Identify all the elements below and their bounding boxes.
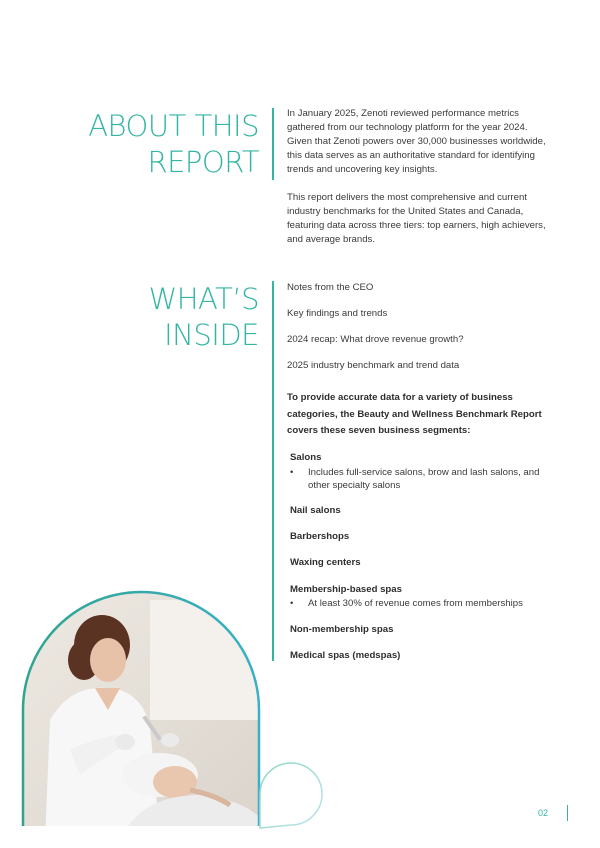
segment-salons-bullet xyxy=(290,466,552,492)
whats-inside-heading xyxy=(149,281,259,353)
bullet-dot: • xyxy=(290,467,294,478)
segment-membership-spas: Membership-based spas xyxy=(290,584,402,595)
about-paragraph-1: In January 2025, Zenoti reviewed performance metrics gathered from our technology platform for the year 2024. Given that Zenoti powers over 30,000 businesses worldwide, this data serves as an authoritative standard for identifying trends and uncovering key insights. xyxy=(287,108,546,175)
about-divider xyxy=(272,108,274,180)
inside-heading-line1: WHAT’S xyxy=(148,282,259,316)
about-report-heading xyxy=(88,108,259,180)
segment-salons: Salons xyxy=(290,452,322,463)
toc-item: Key findings and trends xyxy=(287,308,388,319)
segment-nail-salons: Nail salons xyxy=(290,505,341,516)
segment-barbershops: Barbershops xyxy=(290,531,350,542)
toc-item: 2024 recap: What drove revenue growth? xyxy=(287,334,464,345)
inside-divider xyxy=(272,281,274,661)
bullet-text: Includes full-service salons, brow and lash salons, and other specialty salons xyxy=(308,467,540,491)
segment-non-membership-spas: Non-membership spas xyxy=(290,624,394,635)
inside-heading-line2: INSIDE xyxy=(164,318,259,352)
bullet-dot: • xyxy=(290,598,294,609)
page-number-bar xyxy=(567,805,568,821)
bullet-text: At least 30% of revenue comes from memberships xyxy=(308,598,523,609)
page-number: 02 xyxy=(537,808,548,818)
facial-treatment-photo xyxy=(0,590,270,840)
about-heading-line2: REPORT xyxy=(147,145,259,179)
segment-medical-spas: Medical spas (medspas) xyxy=(290,650,401,661)
toc-item: Notes from the CEO xyxy=(287,282,374,293)
about-heading-line1: ABOUT THIS xyxy=(88,109,259,143)
about-paragraph-2: This report delivers the most comprehensive and current industry benchmarks for the United States and Canada, featuring data across three tiers: top earners, high achievers, and average brands. xyxy=(287,192,546,245)
segment-membership-spas-bullet xyxy=(290,597,552,610)
segments-intro: To provide accurate data for a variety of business categories, the Beauty and Wellness Benchmark Report covers these seven business segments: xyxy=(287,392,542,436)
decorative-circle xyxy=(255,758,327,830)
toc-item: 2025 industry benchmark and trend data xyxy=(287,360,460,371)
segment-waxing-centers: Waxing centers xyxy=(290,557,361,568)
